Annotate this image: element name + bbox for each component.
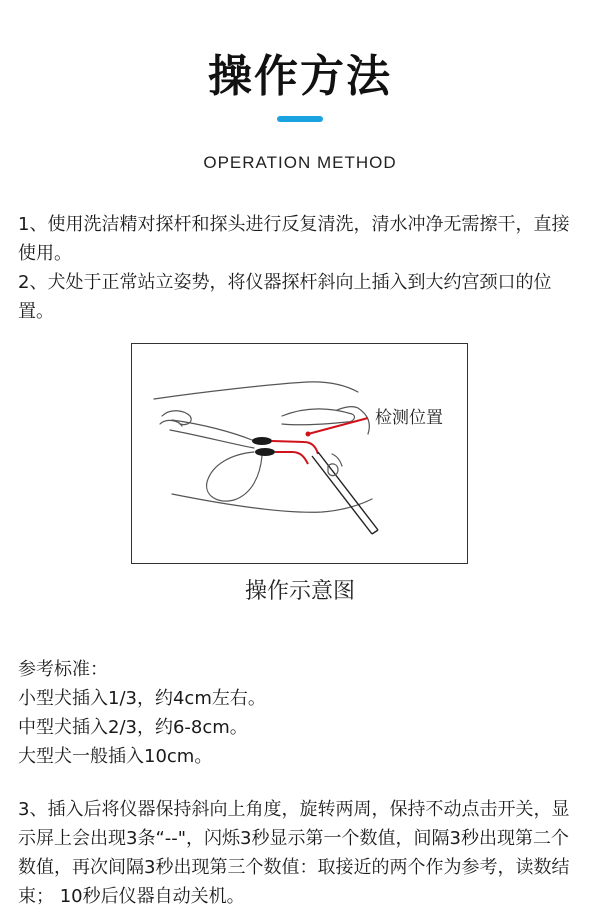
red-path-lower: [275, 452, 308, 464]
reference-item: 中型犬插入2/3，约6-8cm。: [18, 717, 248, 738]
body-outline-top: [154, 382, 358, 399]
reference-item: 小型犬插入1/3，约4cm左右。: [18, 688, 266, 709]
step-3-text: 3、插入后将仪器保持斜向上角度，旋转两周，保持不动点击开关，显示屏上会出现3条“--"，闪烁3秒显示第一个数值，间隔3秒出现第二个数值，再次间隔3秒出现第三个数值：取接近的两个作为参考，读数结束； 10秒后仪器自动关机。: [18, 799, 570, 907]
body-outline-bottom: [172, 494, 372, 512]
reference-heading: 参考标准：: [18, 659, 108, 680]
anatomy-illustration: [132, 344, 467, 563]
page-title: 操作方法: [208, 51, 392, 102]
step-1-text: 1、使用洗洁精对探杆和探头进行反复清洗，清水冲净无需擦干，直接使用。: [18, 214, 570, 264]
page-subtitle: OPERATION METHOD: [203, 153, 397, 172]
title-accent-bar: [277, 116, 323, 122]
operation-diagram: [131, 343, 468, 564]
label-leader-line: [308, 418, 368, 434]
figure-caption: 操作示意图: [244, 579, 355, 604]
reference-item: 大型犬一般插入10cm。: [18, 746, 213, 767]
bladder-outline: [207, 452, 262, 501]
reference-standards: [18, 655, 266, 771]
step-2-text: 2、犬处于正常站立姿势，将仪器探杆斜向上插入到大约宫颈口的位置。: [18, 272, 552, 322]
detection-position-label: 检测位置: [375, 408, 443, 428]
